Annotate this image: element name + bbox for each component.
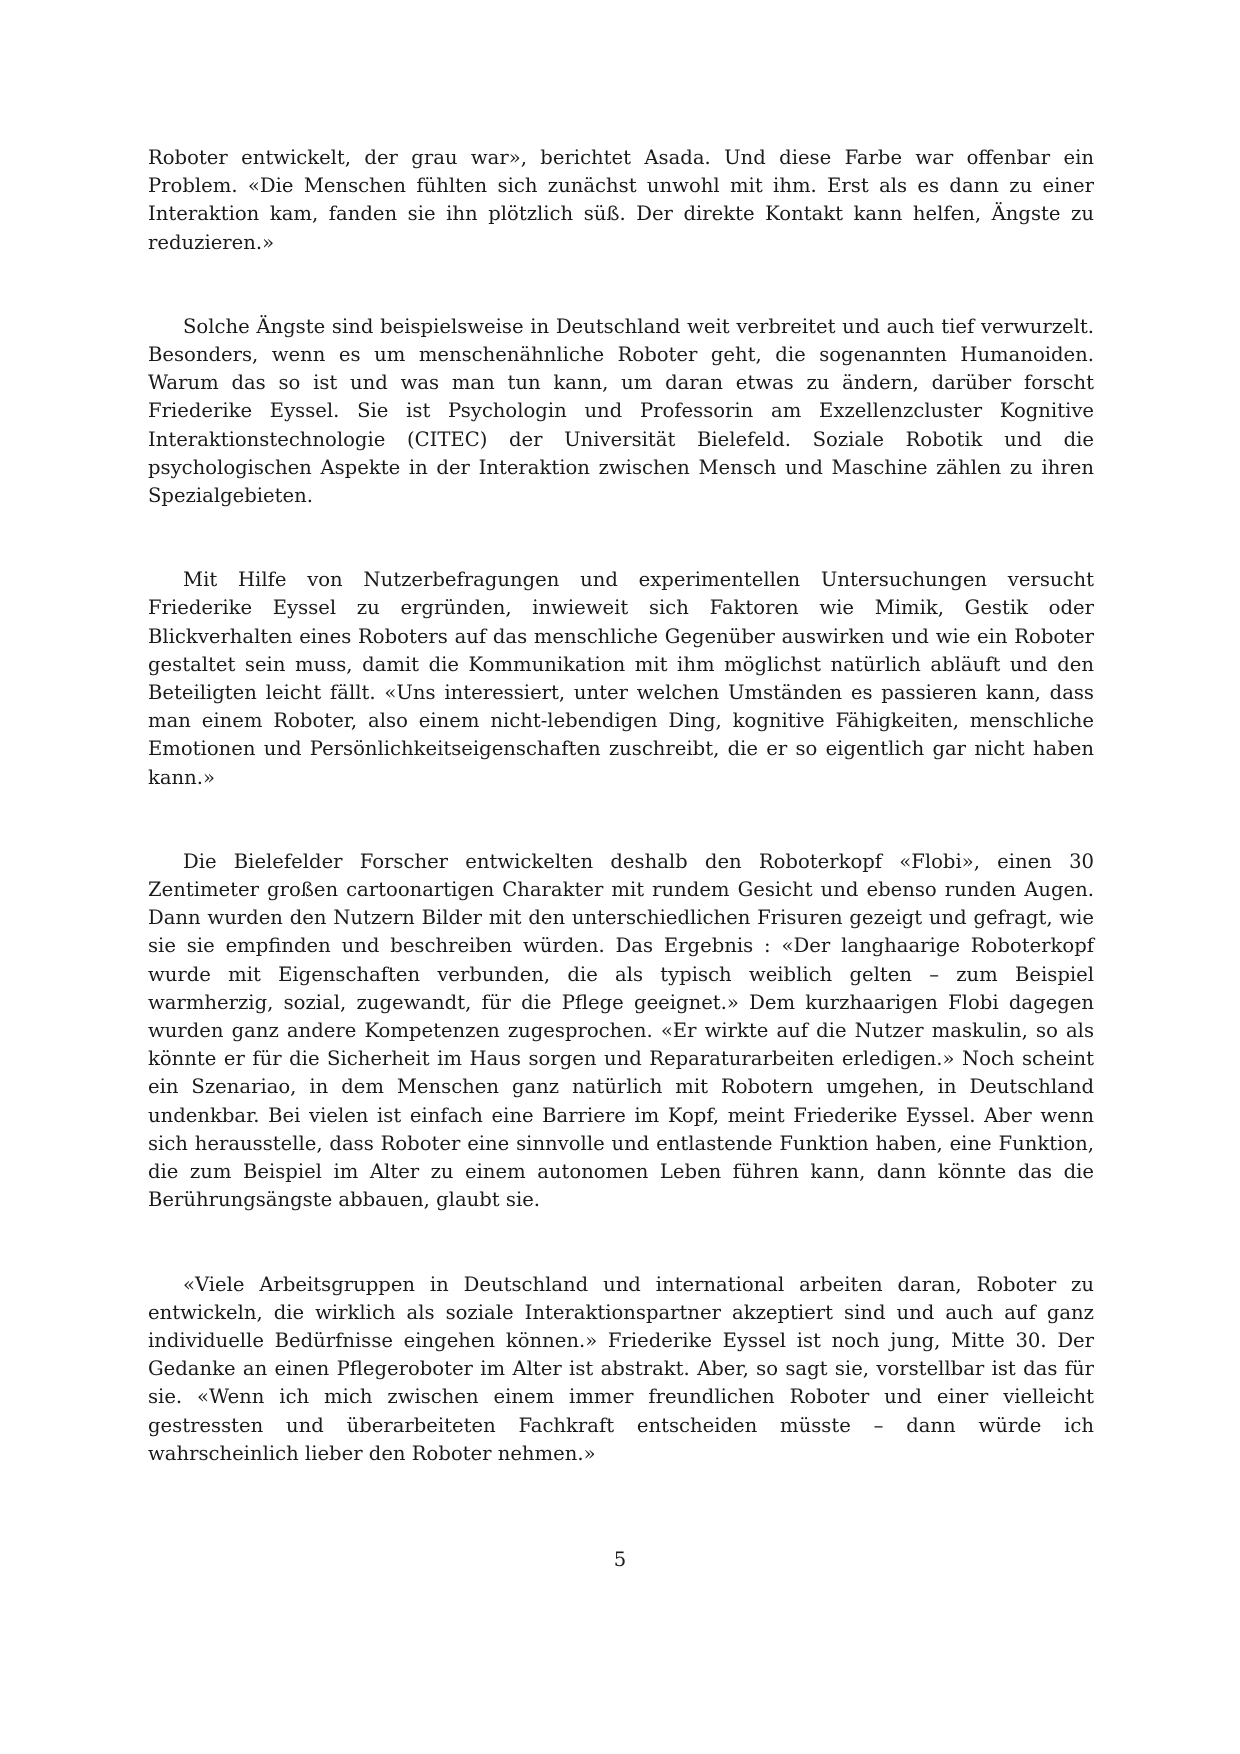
paragraph-fears-in-germany: Solche Ängste sind beispielsweise in Deutschland weit verbreitet und auch tief verwurzelt. Besonders, wenn es um menschenähnliche Roboter geht, die sogenannten Humanoiden. Warum das so ist und was man tun kann, um daran etwas zu ändern, darüber forscht Friederike Eyssel. Sie ist Psychologin und Professorin am Exzellenzcluster Kognitive Interaktionstechnologie (CITEC) der Universität Bielefeld. Soziale Robotik und die psychologischen Aspekte in der Interaktion zwischen Mensch und Maschine zählen zu ihren Spezialgebieten. [148, 314, 1094, 508]
paragraph-flobi-robot-head: Die Bielefelder Forscher entwickelten deshalb den Roboterkopf «Flobi», einen 30 Zentimeter großen cartoonartigen Charakter mit rundem Gesicht und ebenso runden Augen. Dann wurden den Nutzern Bilder mit den unterschiedlichen Frisuren gezeigt und gefragt, wie sie sie empfinden und beschreiben würden. Das Ergebnis : «Der langhaarige Roboterkopf wurde mit Eigenschaften verbunden, die als typisch weiblich gelten – zum Beispiel warmherzig, sozial, zugewandt, für die Pflege geeignet.» Dem kurzhaarigen Flobi dagegen wurden ganz andere Kompetenzen zugesprochen. «Er wirkte auf die Nutzer maskulin, so als könnte er für die Sicherheit im Haus sorgen und Reparaturarbeiten erledigen.» Noch scheint ein Szenariao, in dem Menschen ganz natürlich mit Robotern umgehen, in Deutschland undenkbar. Bei vielen ist einfach eine Barriere im Kopf, meint Friederike Eyssel. Aber wenn sich herausstelle, dass Roboter eine sinnvolle und entlastende Funktion haben, eine Funktion, die zum Beispiel im Alter zu einem autonomen Leben führen kann, dann könnte das die Berührungsängste abbauen, glaubt sie. [148, 849, 1094, 1212]
page-number: 5 [613, 1548, 627, 1571]
body-text [148, 144, 1094, 1468]
paragraph-user-surveys: Mit Hilfe von Nutzerbefragungen und experimentellen Untersuchungen versucht Friederike Eyssel zu ergründen, inwieweit sich Faktoren wie Mimik, Gestik oder Blickverhalten eines Roboters auf das menschliche Gegenüber auswirken und wie ein Roboter gestaltet sein muss, damit die Kommunikation mit ihm möglichst natürlich abläuft und den Beteiligten leicht fällt. «Uns interessiert, unter welchen Umständen es passieren kann, dass man einem Roboter, also einem nicht-lebendigen Ding, kognitive Fähigkeiten, menschliche Emotionen und Persönlichkeitseigenschaften zuschreibt, die er so eigentlich gar nicht haben kann.» [148, 568, 1094, 789]
paragraph-continuation: Roboter entwickelt, der grau war», berichtet Asada. Und diese Farbe war offenbar ein Problem. «Die Menschen fühlten sich zunächst unwohl mit ihm. Erst als es dann zu einer Interaktion kam, fanden sie ihn plötzlich süß. Der direkte Kontakt kann helfen, Ängste zu reduzieren.» [148, 146, 1094, 254]
paragraph-care-robot: «Viele Arbeitsgruppen in Deutschland und international arbeiten daran, Roboter zu entwickeln, die wirklich als soziale Interaktionspartner akzeptiert sind und auch auf ganz individuelle Bedürfnisse eingehen können.» Friederike Eyssel ist noch jung, Mitte 30. Der Gedanke an einen Pflegeroboter im Alter ist abstrakt. Aber, so sagt sie, vorstellbar ist das für sie. «Wenn ich mich zwischen einem immer freundlichen Roboter und einer vielleicht gestressten und überarbeiteten Fachkraft entscheiden müsste – dann würde ich wahrscheinlich lieber den Roboter nehmen.» [148, 1272, 1094, 1465]
